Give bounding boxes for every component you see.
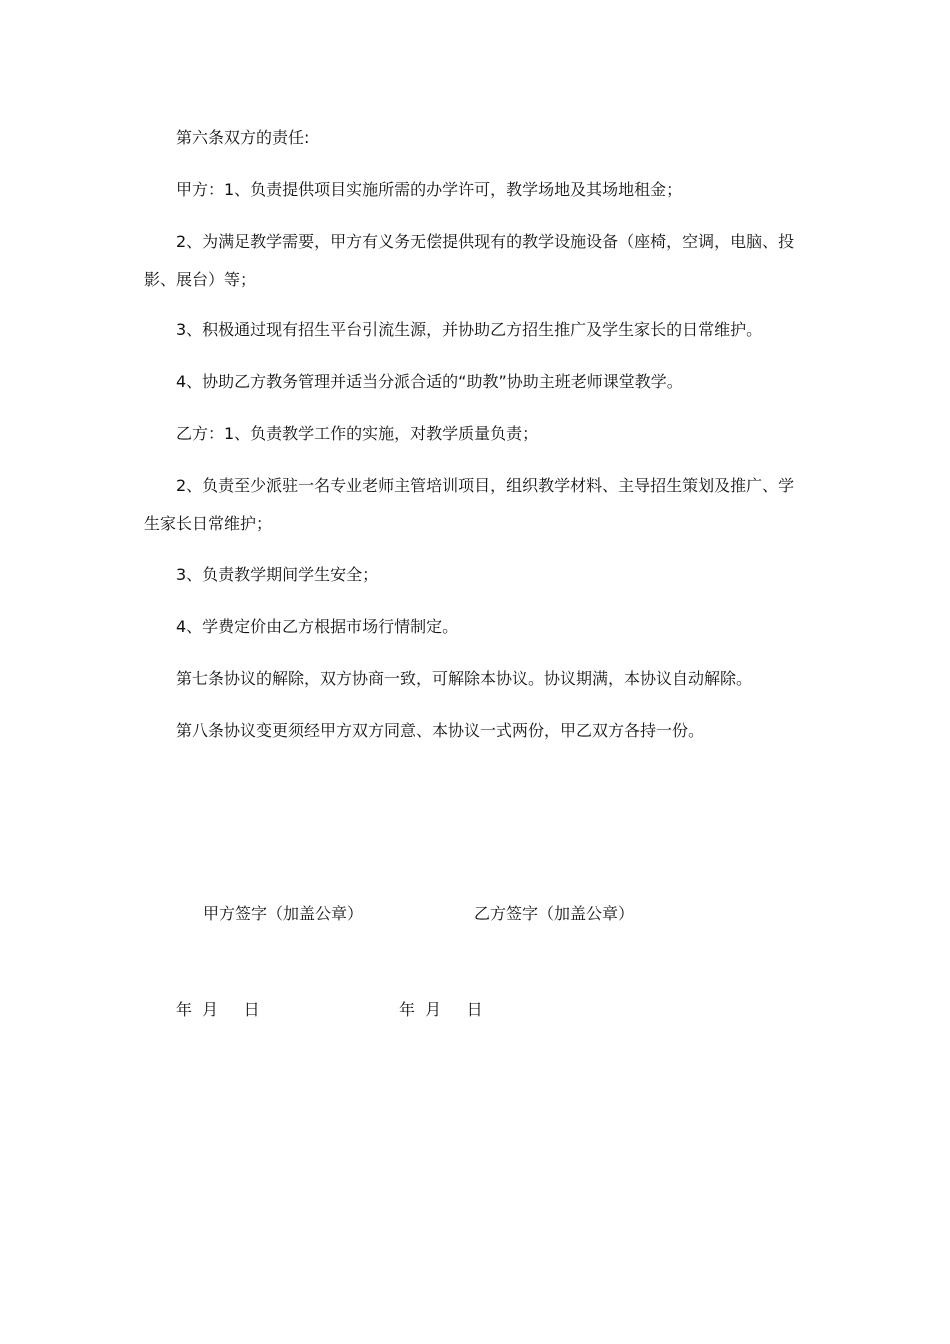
party-b-duty-4: 4、学费定价由乙方根据市场行情制定。 (176, 617, 459, 636)
article-eight: 第八条协议变更须经甲方双方同意、本协议一式两份，甲乙双方各持一份。 (176, 721, 705, 740)
party-a-date: 年 月 日 (176, 1000, 260, 1019)
party-a-duty-4: 4、协助乙方教务管理并适当分派合适的“助教”协助主班老师课堂教学。 (176, 372, 683, 391)
party-a-duty-3: 3、积极通过现有招生平台引流生源，并协助乙方招生推广及学生家长的日常维护。 (176, 320, 763, 339)
party-a-signature-label: 甲方签字（加盖公章） (203, 904, 364, 923)
party-a-duty-2: 2、为满足教学需要，甲方有义务无偿提供现有的教学设施设备（座椅，空调，电脑、投影、展台）等； (144, 232, 795, 289)
party-b-date: 年 月 日 (399, 1000, 483, 1019)
party-a-duty-1: 甲方：1、负责提供项目实施所需的办学许可，教学场地及其场地租金； (176, 180, 683, 199)
article-six-heading: 第六条双方的责任: (176, 128, 310, 147)
party-b-duty-1: 乙方：1、负责教学工作的实施，对教学质量负责； (176, 424, 539, 443)
party-b-duty-2: 2、负责至少派驻一名专业老师主管培训项目，组织教学材料、主导招生策划及推广、学生家长日常维护； (144, 476, 795, 533)
article-seven: 第七条协议的解除，双方协商一致，可解除本协议。协议期满，本协议自动解除。 (176, 669, 753, 688)
party-b-duty-3: 3、负责教学期间学生安全； (176, 565, 379, 584)
party-b-signature-label: 乙方签字（加盖公章） (474, 904, 635, 923)
